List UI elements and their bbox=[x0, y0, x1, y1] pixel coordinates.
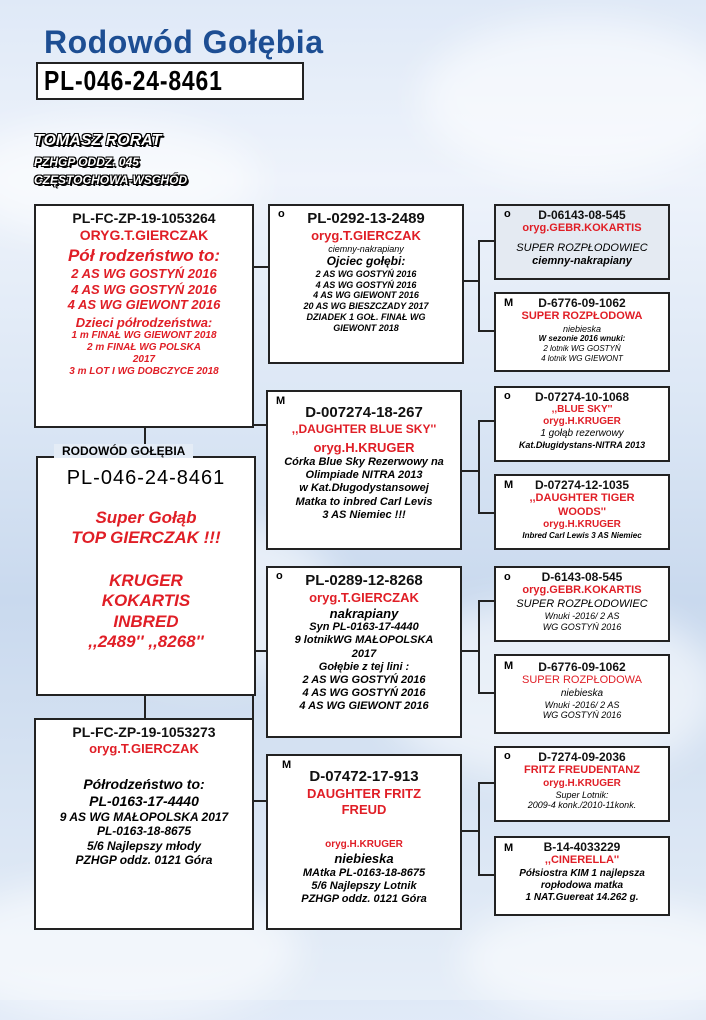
dd-origin: oryg.H.KRUGER bbox=[325, 839, 403, 851]
sire-ring: PL-FC-ZP-19-1053264 bbox=[72, 210, 216, 226]
ds-line: 9 lotnikWG MAŁOPOLSKA 2017 bbox=[294, 634, 434, 660]
sex-label: M bbox=[276, 395, 286, 407]
connector bbox=[478, 420, 494, 422]
dam-line: PL-0163-18-8675 bbox=[96, 824, 192, 839]
sex-label: M bbox=[504, 842, 514, 854]
g5-line: SUPER ROZPŁODOWIEC bbox=[516, 597, 648, 610]
g6-line: Wnuki -2016/ 2 AS bbox=[544, 699, 620, 710]
sd-origin: oryg.H.KRUGER bbox=[313, 440, 415, 456]
g2-line: W sezonie 2016 wnuki: bbox=[538, 334, 626, 344]
connector bbox=[252, 800, 266, 802]
ds-box bbox=[266, 566, 462, 738]
g7-line: Super Lotnik: bbox=[555, 789, 609, 800]
g4-box bbox=[494, 474, 670, 550]
g6-ring: D-6776-09-1062 bbox=[538, 660, 626, 674]
sex-label: o bbox=[504, 390, 511, 402]
g7-line: 2009-4 konk./2010-11konk. bbox=[527, 800, 637, 811]
dam-line: Półrodzeństwo to: bbox=[83, 776, 205, 793]
sex-label: o bbox=[276, 570, 283, 582]
connector bbox=[478, 240, 480, 330]
g4-ring: D-07274-12-1035 bbox=[534, 478, 630, 492]
connector bbox=[478, 782, 494, 784]
dd-line: MAtka PL-0163-18-8675 bbox=[302, 866, 426, 879]
connector bbox=[478, 512, 494, 514]
sire-win: 4 AS WG GIEWONT 2016 bbox=[67, 297, 221, 313]
cloud bbox=[420, 20, 706, 180]
dam-line: PZHGP oddz. 0121 Góra bbox=[75, 853, 213, 868]
dd-name: DAUGHTER FRITZ FREUD bbox=[306, 786, 422, 817]
sire-kid: 2 m FINAŁ WG POLSKA 2017 bbox=[87, 342, 201, 366]
sd-box bbox=[266, 390, 462, 550]
connector bbox=[478, 240, 494, 242]
ds-color: nakrapiany bbox=[329, 605, 399, 621]
ss-line: 2 AS WG GOSTYŃ 2016 bbox=[315, 268, 417, 279]
dd-box bbox=[266, 754, 462, 930]
dam-line: 5/6 Najlepszy młody bbox=[86, 838, 202, 853]
center-box bbox=[36, 456, 256, 696]
ds-line: 4 AS WG GIEWONT 2016 bbox=[299, 700, 429, 713]
connector bbox=[478, 330, 494, 332]
ss-line: DZIADEK 1 GOŁ. FINAŁ WG GIEWONT 2018 bbox=[306, 311, 426, 333]
sire-kid: 3 m LOT I WG DOBCZYCE 2018 bbox=[69, 366, 219, 378]
ds-line: 4 AS WG GOSTYŃ 2016 bbox=[302, 687, 426, 700]
dam-ring: PL-FC-ZP-19-1053273 bbox=[72, 724, 216, 740]
ss-line: 4 AS WG GIEWONT 2016 bbox=[313, 290, 419, 301]
main-ring-number bbox=[36, 62, 304, 100]
g1-origin: oryg.GEBR.KOKARTIS bbox=[522, 222, 642, 235]
g8-line: 1 NAT.Guereat 14.262 g. bbox=[525, 891, 639, 903]
g6-line: WG GOSTYŃ 2016 bbox=[542, 710, 622, 721]
sire-origin: ORYG.T.GIERCZAK bbox=[79, 226, 209, 243]
sd-ring: D-007274-18-267 bbox=[305, 404, 423, 421]
sd-line: w Kat.Długodystansowej bbox=[299, 482, 429, 495]
sire-win: 2 AS WG GOSTYŃ 2016 bbox=[71, 265, 217, 281]
sd-name: ,,DAUGHTER BLUE SKY'' bbox=[291, 422, 437, 436]
ds-line: 2 AS WG GOSTYŃ 2016 bbox=[302, 673, 426, 686]
g5-ring: D-6143-08-545 bbox=[541, 570, 623, 584]
g5-line: Wnuki -2016/ 2 AS bbox=[544, 610, 620, 621]
g8-ring: B-14-4033229 bbox=[543, 840, 621, 854]
g6-color: niebieska bbox=[560, 687, 604, 699]
owner-region: CZĘSTOCHOWA-WSCHÓD bbox=[34, 173, 188, 187]
ss-color: ciemny-nakrapiany bbox=[328, 243, 404, 254]
owner-branch: PZHGP ODDZ. 045 bbox=[34, 155, 139, 169]
g6-box bbox=[494, 654, 670, 734]
sex-label: M bbox=[282, 759, 292, 771]
sex-label: o bbox=[504, 750, 511, 762]
sex-label: M bbox=[504, 660, 514, 672]
center-line1: Super Gołąb bbox=[95, 508, 197, 527]
sd-line: 3 AS Niemiec !!! bbox=[322, 508, 406, 521]
center-line2: TOP GIERCZAK !!! bbox=[71, 528, 221, 548]
sd-line: Matka to inbred Carl Levis bbox=[295, 495, 433, 508]
g6-name: SUPER ROZPŁODOWA bbox=[522, 674, 642, 687]
g3-box bbox=[494, 386, 670, 462]
center-line3: KRUGER bbox=[109, 570, 183, 590]
g3-line: 1 gołąb rezerwowy bbox=[540, 428, 624, 440]
ss-heading: Ojciec gołębi: bbox=[326, 254, 406, 269]
dam-origin: oryg.T.GIERCZAK bbox=[89, 740, 199, 756]
connector bbox=[478, 600, 494, 602]
sire-box bbox=[34, 204, 254, 428]
center-line6: ,,2489'' ,,8268'' bbox=[88, 631, 204, 651]
connector bbox=[478, 420, 480, 512]
center-label: RODOWÓD GOŁĘBIA bbox=[54, 444, 193, 458]
cloud bbox=[460, 900, 706, 1020]
connector bbox=[478, 692, 494, 694]
ds-origin: oryg.T.GIERCZAK bbox=[309, 590, 419, 605]
g1-box bbox=[494, 204, 670, 280]
g5-origin: oryg.GEBR.KOKARTIS bbox=[522, 584, 642, 597]
g8-box bbox=[494, 836, 670, 916]
g7-origin: oryg.H.KRUGER bbox=[543, 777, 621, 789]
dd-line: 5/6 Najlepszy Lotnik bbox=[311, 879, 417, 892]
connector bbox=[478, 782, 480, 874]
g4-name: ,,DAUGHTER TIGER WOODS'' bbox=[529, 492, 635, 518]
g7-ring: D-7274-09-2036 bbox=[538, 750, 626, 764]
g2-line: 2 lotnik WG GOSTYŃ bbox=[543, 343, 621, 353]
g8-line: ropłodowa matka bbox=[540, 879, 624, 891]
sire-subheading: Dzieci półrodzeństwa: bbox=[75, 314, 213, 330]
g2-line: 4 lotnik WG GIEWONT bbox=[541, 353, 623, 363]
g1-line: ciemny-nakrapiany bbox=[532, 254, 632, 267]
g3-name: ,,BLUE SKY'' bbox=[551, 404, 613, 416]
ds-line: Syn PL-0163-17-4440 bbox=[309, 621, 419, 634]
g2-name: SUPER ROZPŁODOWA bbox=[521, 310, 643, 323]
g7-name: FRITZ FREUDENTANZ bbox=[524, 764, 640, 777]
sd-line: Córka Blue Sky Rezerwowy na Olimpiade NITRA 2013 bbox=[284, 455, 444, 482]
connector bbox=[478, 600, 480, 692]
dam-line: 9 AS WG MAŁOPOLSKA 2017 bbox=[59, 809, 229, 824]
dd-color: niebieska bbox=[334, 851, 394, 867]
g2-color: niebieska bbox=[562, 323, 602, 334]
ds-ring: PL-0289-12-8268 bbox=[305, 572, 423, 589]
sex-label: o bbox=[504, 571, 511, 583]
g8-name: ,,CINERELLA'' bbox=[544, 854, 620, 867]
g8-line: Półsiostra KIM 1 najlepsza bbox=[519, 867, 645, 879]
g1-ring: D-06143-08-545 bbox=[538, 208, 626, 222]
connector bbox=[144, 696, 146, 718]
sex-label: o bbox=[504, 208, 511, 220]
g2-ring: D-6776-09-1062 bbox=[538, 296, 626, 310]
g2-box bbox=[494, 292, 670, 372]
ss-line: 20 AS WG BIESZCZADY 2017 bbox=[303, 301, 429, 312]
sex-label: o bbox=[278, 208, 285, 220]
g7-box bbox=[494, 746, 670, 822]
g1-line: SUPER ROZPŁODOWIEC bbox=[516, 241, 648, 254]
owner-name: TOMASZ RORAT bbox=[34, 132, 162, 149]
sex-label: M bbox=[504, 479, 514, 491]
g4-line: Inbred Carl Lewis 3 AS Niemiec bbox=[522, 530, 642, 540]
page-title: Rodowód Gołębia bbox=[44, 24, 324, 60]
ss-origin: oryg.T.GIERCZAK bbox=[311, 228, 421, 243]
dam-line: PL-0163-17-4440 bbox=[89, 793, 199, 810]
main-ring-text: PL-046-24-8461 bbox=[44, 65, 223, 96]
g3-ring: D-07274-10-1068 bbox=[534, 390, 630, 404]
ds-line: Gołębie z tej lini : bbox=[318, 660, 410, 673]
sire-heading: Pół rodzeństwo to: bbox=[67, 245, 221, 265]
ss-line: 4 AS WG GOSTYŃ 2016 bbox=[315, 279, 417, 290]
dd-ring: D-07472-17-913 bbox=[309, 768, 419, 785]
dd-line: PZHGP oddz. 0121 Góra bbox=[301, 893, 427, 906]
center-line4: KOKARTIS bbox=[101, 591, 191, 611]
g5-line: WG GOSTYŃ 2016 bbox=[542, 621, 622, 632]
g5-box bbox=[494, 566, 670, 642]
center-ring: PL-046-24-8461 bbox=[66, 467, 226, 489]
connector bbox=[478, 874, 494, 876]
center-line5: INBRED bbox=[113, 611, 179, 631]
ss-ring: PL-0292-13-2489 bbox=[307, 210, 425, 227]
g3-origin: oryg.H.KRUGER bbox=[543, 416, 621, 428]
g4-origin: oryg.H.KRUGER bbox=[543, 518, 621, 530]
dam-box bbox=[34, 718, 254, 930]
ss-box bbox=[268, 204, 464, 364]
sex-label: M bbox=[504, 297, 514, 309]
sire-win: 4 AS WG GOSTYŃ 2016 bbox=[71, 281, 217, 297]
sire-kid: 1 m FINAŁ WG GIEWONT 2018 bbox=[71, 330, 217, 342]
g3-line: Kat.Długidystans-NITRA 2013 bbox=[518, 440, 646, 451]
